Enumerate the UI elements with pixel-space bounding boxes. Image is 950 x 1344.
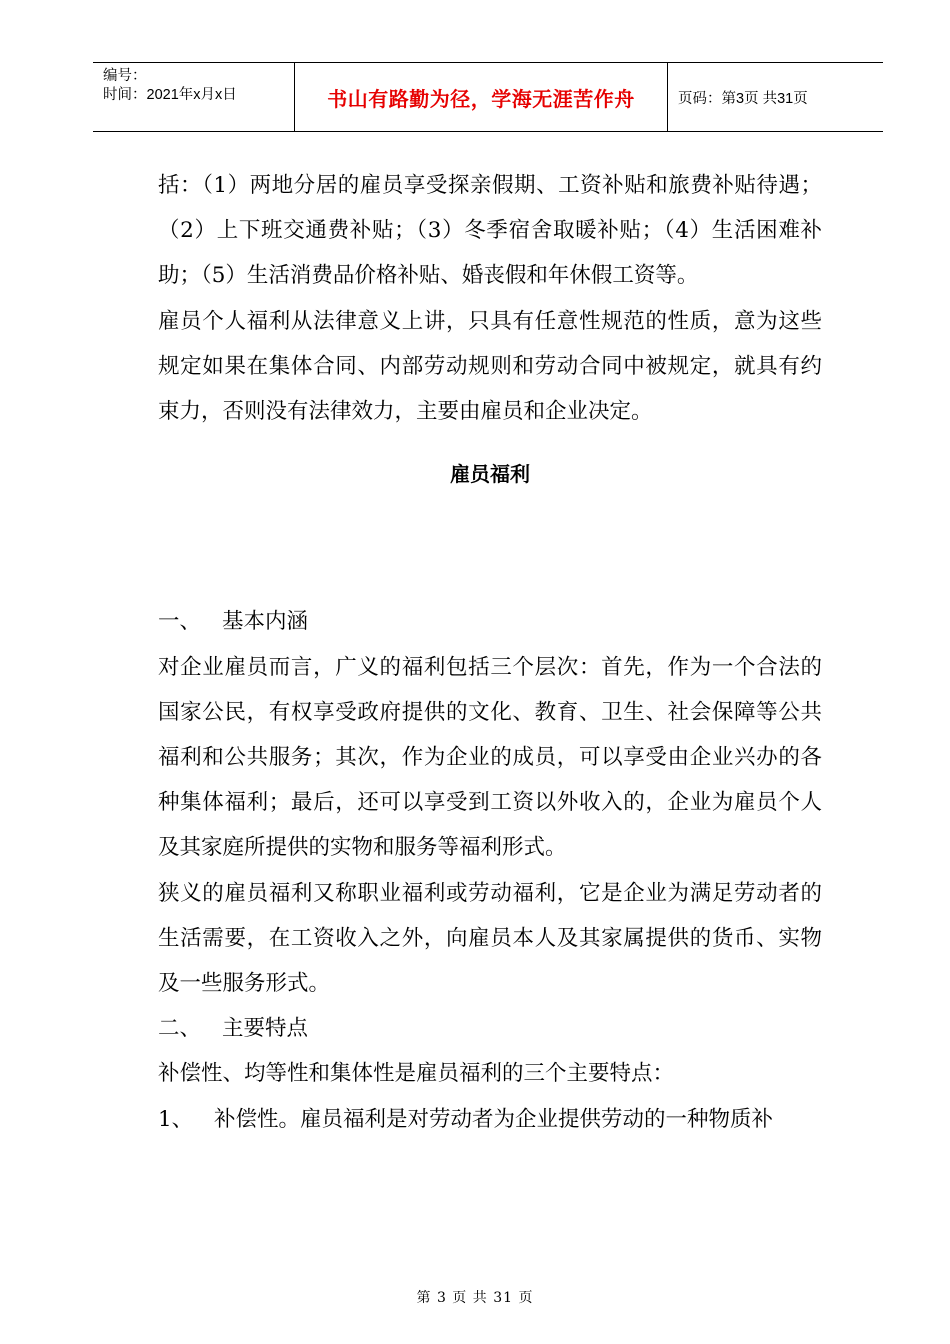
list-text: 补偿性。雇员福利是对劳动者为企业提供劳动的一种物质补 — [214, 1106, 774, 1132]
document-body — [158, 163, 822, 1142]
paragraph: 补偿性、均等性和集体性是雇员福利的三个主要特点： — [158, 1061, 675, 1087]
section-number: 二、 — [158, 1016, 202, 1042]
subsection-heading — [158, 1006, 822, 1051]
subsection-heading — [158, 599, 822, 644]
page-footer: 第 3 页 共 31 页 — [416, 1290, 534, 1306]
paragraph: 雇员个人福利从法律意义上讲，只具有任意性规范的性质，意为这些规定如果在集体合同、内部劳动规则和劳动合同中被规定，就具有约束力，否则没有法律效力，主要由雇员和企业决定。 — [158, 308, 822, 425]
page-header — [93, 62, 883, 132]
document-time-label: 时间：2021年x月x日 — [103, 87, 237, 103]
section-heading: 雇员福利 — [450, 462, 530, 487]
section-number: 一、 — [158, 609, 202, 635]
list-number: 1、 — [158, 1106, 194, 1132]
header-meta — [93, 63, 295, 131]
paragraph: 狭义的雇员福利又称职业福利或劳动福利，它是企业为满足劳动者的生活需要，在工资收入之外，向雇员本人及其家属提供的货币、实物及一些服务形式。 — [158, 880, 822, 997]
section-title: 主要特点 — [222, 1016, 309, 1042]
paragraph: 括：（1）两地分居的雇员享受探亲假期、工资补贴和旅费补贴待遇；（2）上下班交通费补贴；（3）冬季宿舍取暖补贴；（4）生活困难补助；（5）生活消费品价格补贴、婚丧假和年休假工资等。 — [158, 173, 822, 289]
header-page-info: 页码：第3页 共31页 — [678, 90, 808, 107]
header-motto: 书山有路勤为径，学海无涯苦作舟 — [295, 63, 668, 131]
document-number-label: 编号： — [103, 68, 147, 84]
section-title: 基本内涵 — [222, 609, 309, 635]
list-item — [158, 1097, 822, 1142]
paragraph: 对企业雇员而言，广义的福利包括三个层次：首先，作为一个合法的国家公民，有权享受政府提供的文化、教育、卫生、社会保障等公共福利和公共服务；其次，作为企业的成员，可以享受由企业兴办的各种集体福利；最后，还可以享受到工资以外收入的，企业为雇员个人及其家庭所提供的实物和服务等福利形式。 — [158, 654, 822, 861]
